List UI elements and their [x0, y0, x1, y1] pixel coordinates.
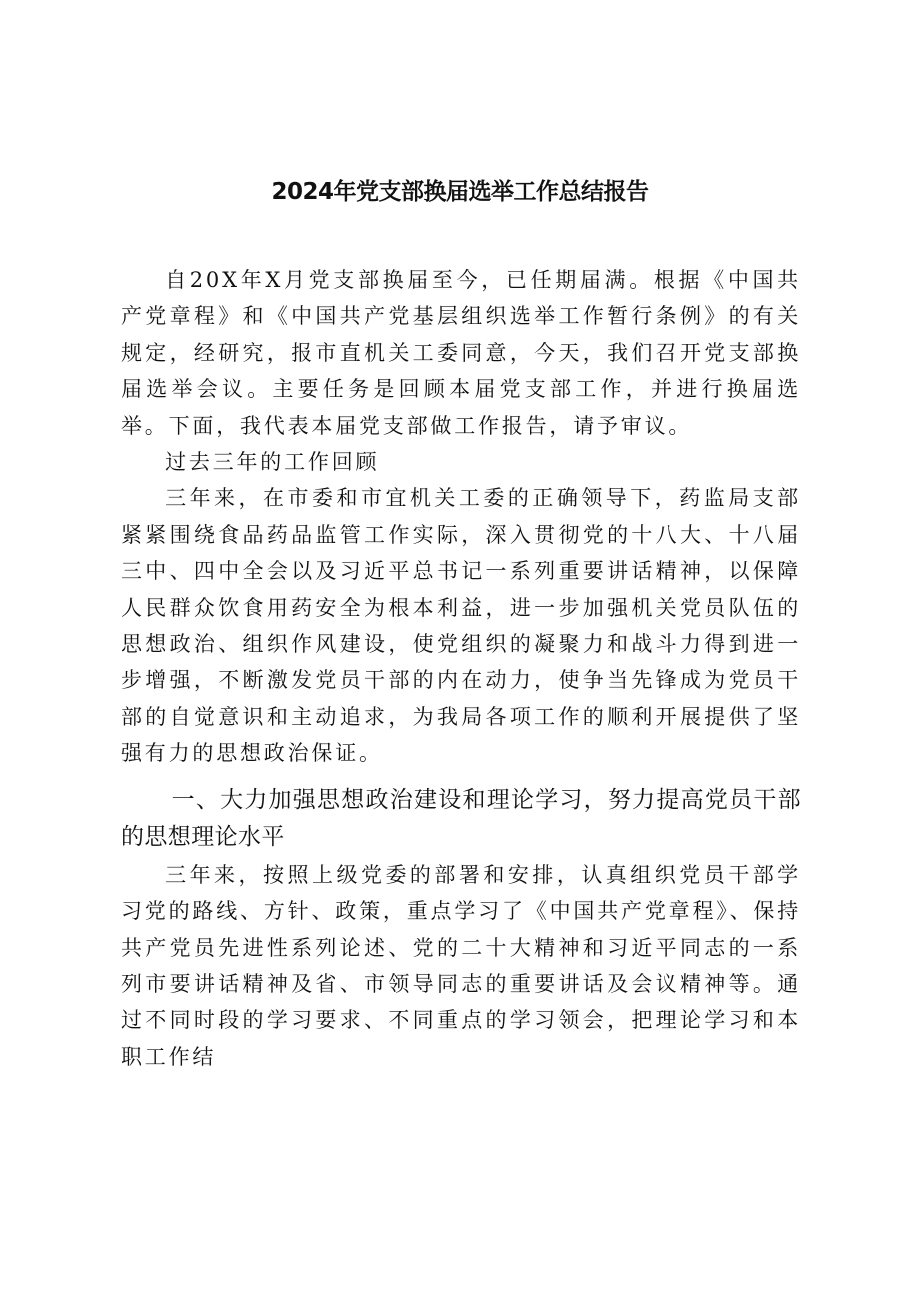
review-subtitle: 过去三年的工作回顾: [165, 450, 380, 475]
document-title: 2024年党支部换届选举工作总结报告: [271, 179, 649, 205]
review-paragraph: 三年来，在市委和市宜机关工委的正确领导下，药监局支部紧紧围绕食品药品监管工作实际，深入贯彻党的十八大、十八届三中、四中全会以及习近平总书记一系列重要讲话精神，以保障人民群众饮食用药安全为根本利益，进一步加强机关党员队伍的思想政治、组织作风建设，使党组织的凝聚力和战斗力得到进一步增强，不断激发党员干部的内在动力，使争当先锋成为党员干部的自觉意识和主动追求，为我局各项工作的顺利开展提供了坚强有力的思想政治保证。: [121, 486, 801, 766]
section-heading: 一、大力加强思想政治建设和理论学习，努力提高党员干部的思想理论水平: [121, 786, 801, 850]
document-body: [121, 262, 801, 1075]
intro-paragraph: 自20X年X月党支部换届至今，已任期届满。根据《中国共产党章程》和《中国共产党基层组织选举工作暂行条例》的有关规定，经研究，报市直机关工委同意，今天，我们召开党支部换届选举会议。主要任务是回顾本届党支部工作，并进行换届选举。下面，我代表本届党支部做工作报告，请予审议。: [121, 268, 801, 438]
section-paragraph: 三年来，按照上级党委的部署和安排，认真组织党员干部学习党的路线、方针、政策，重点学习了《中国共产党章程》、保持共产党员先进性系列论述、党的二十大精神和习近平同志的一系列市要讲话精神及省、市领导同志的重要讲话及会议精神等。通过不同时段的学习要求、不同重点的学习领会，把理论学习和本职工作结: [121, 862, 801, 1069]
